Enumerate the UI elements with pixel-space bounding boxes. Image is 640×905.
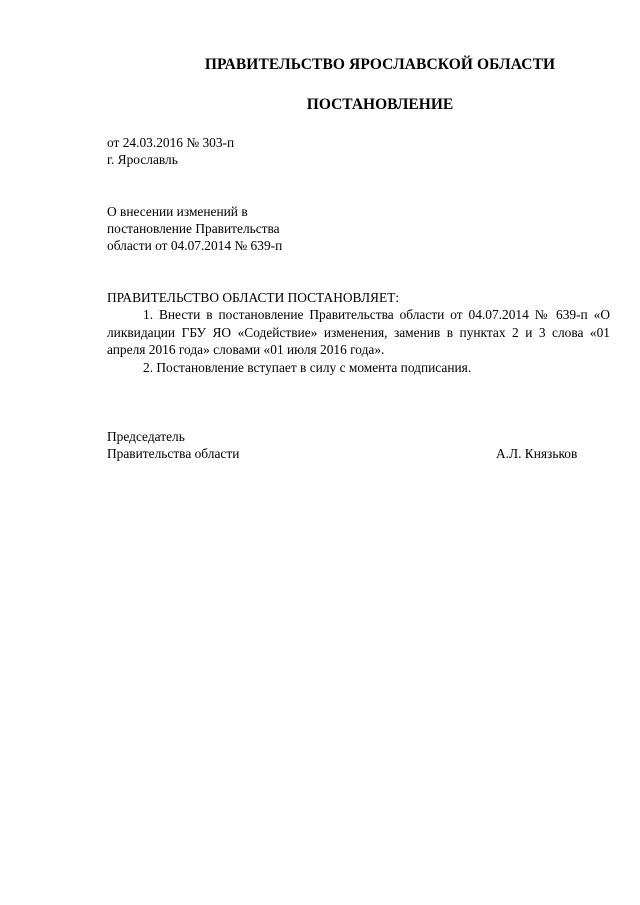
document-city: г. Ярославль [107, 152, 178, 167]
subject-line: постановление Правительства [107, 221, 280, 236]
document-subject [107, 203, 282, 254]
subject-line: О внесении изменений в [107, 204, 248, 219]
document-type: ПОСТАНОВЛЕНИЕ [306, 96, 454, 113]
body-item-2: 2. Постановление вступает в силу с момента подписания. [143, 359, 472, 375]
signature-title: Председатель [107, 429, 185, 444]
document-body [107, 306, 610, 376]
document-date-number: от 24.03.2016 № 303-п [107, 135, 235, 150]
signature-organization: Правительства области [107, 446, 240, 461]
body-item-1: 1. Внести в постановление Правительства области от 04.07.2014 № 639-п «О ликвидации ГБУ ЯО «Содействие» изменения, заменив в пунктах 2 и 3 слова «01 апреля 2016 года» словами «01 июля 2016 года». [107, 307, 610, 357]
subject-line: области от 04.07.2014 № 639-п [107, 238, 283, 253]
resolves-heading: ПРАВИТЕЛЬСТВО ОБЛАСТИ ПОСТАНОВЛЯЕТ: [107, 290, 400, 305]
signature-name: А.Л. Князьков [496, 446, 578, 461]
government-name: ПРАВИТЕЛЬСТВО ЯРОСЛАВСКОЙ ОБЛАСТИ [204, 56, 556, 73]
